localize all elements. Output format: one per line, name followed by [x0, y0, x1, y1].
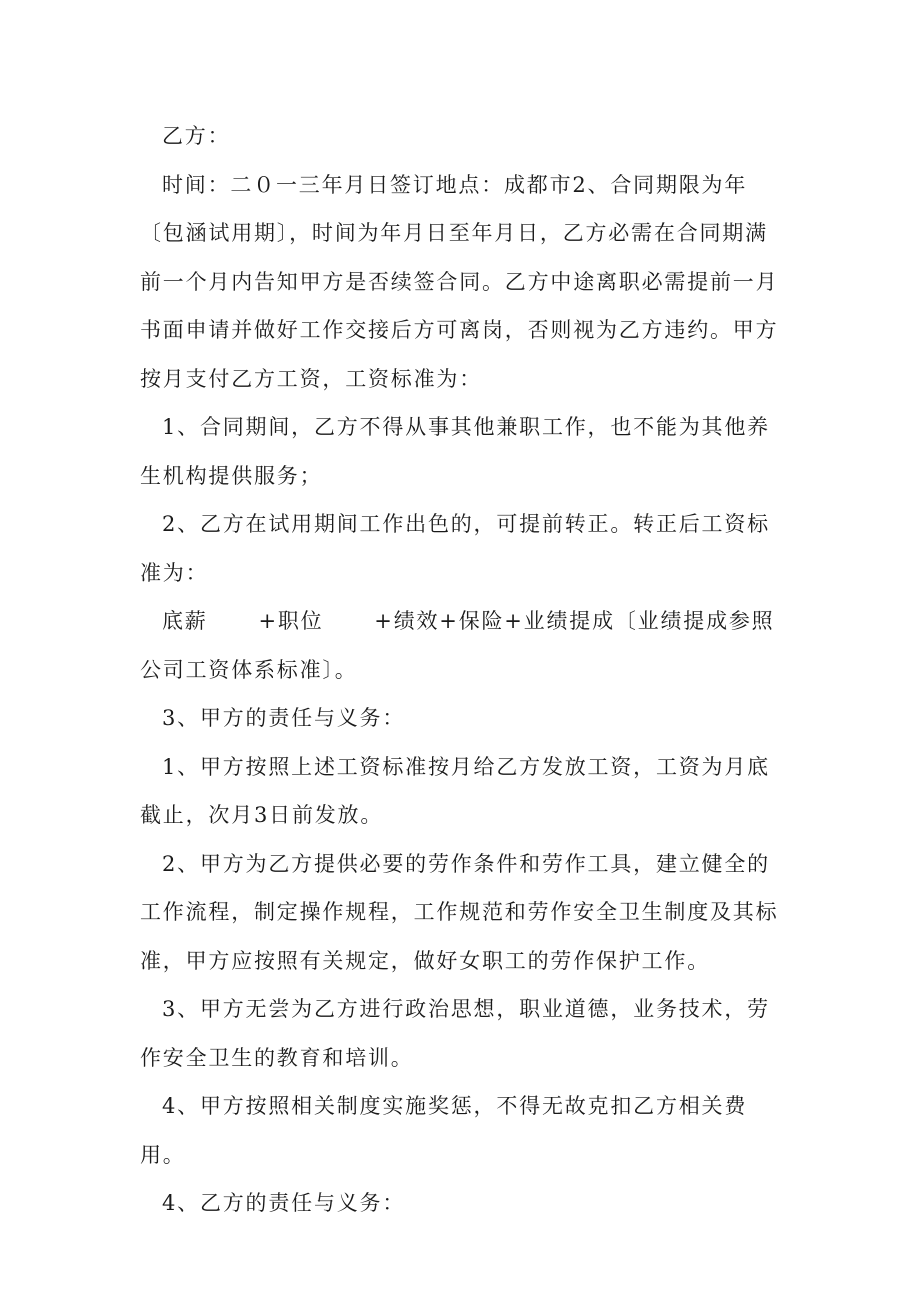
section-heading-party-a-duties: 3、甲方的责任与义务： — [162, 706, 406, 730]
section-heading-party-b-duties: 4、乙方的责任与义务： — [162, 1191, 406, 1215]
paragraph-no-side-job: 1、合同期间，乙方不得从事其他兼职工作，也不能为其他养生机构提供服务； — [140, 415, 770, 488]
paragraph-party-b: 乙方： — [162, 124, 231, 148]
paragraph-early-regularization: 2、乙方在试用期间工作出色的，可提前转正。转正后工资标准为： — [140, 512, 770, 585]
paragraph-contract-term: 时间：二０一三年月日签订地点：成都市2、合同期限为年〔包涵试用期〕，时间为年月日至年月日，乙方必需在合同期满前一个月内告知甲方是否续签合同。乙方中途离职必需提前一月书面申请并做好工作交接后方可离岗，否则视为乙方违约。甲方按月支付乙方工资，工资标准为： — [140, 172, 779, 391]
paragraph-salary-structure: 底薪 +职位 +绩效+保险+业绩提成〔业绩提成参照公司工资体系标准〕。 — [140, 609, 775, 682]
paragraph-working-conditions: 2、甲方为乙方提供必要的劳作条件和劳作工具，建立健全的工作流程，制定操作规程，工作规范和劳作安全卫生制度及其标准，甲方应按照有关规定，做好女职工的劳作保护工作。 — [140, 851, 779, 973]
document-page — [140, 112, 790, 1228]
paragraph-salary-payment: 1、甲方按照上述工资标准按月给乙方发放工资，工资为月底截止，次月3日前发放。 — [140, 754, 770, 827]
paragraph-training: 3、甲方无尝为乙方进行政治思想，职业道德，业务技术，劳作安全卫生的教育和培训。 — [140, 997, 770, 1070]
paragraph-rewards-penalties: 4、甲方按照相关制度实施奖惩，不得无故克扣乙方相关费用。 — [140, 1094, 748, 1167]
